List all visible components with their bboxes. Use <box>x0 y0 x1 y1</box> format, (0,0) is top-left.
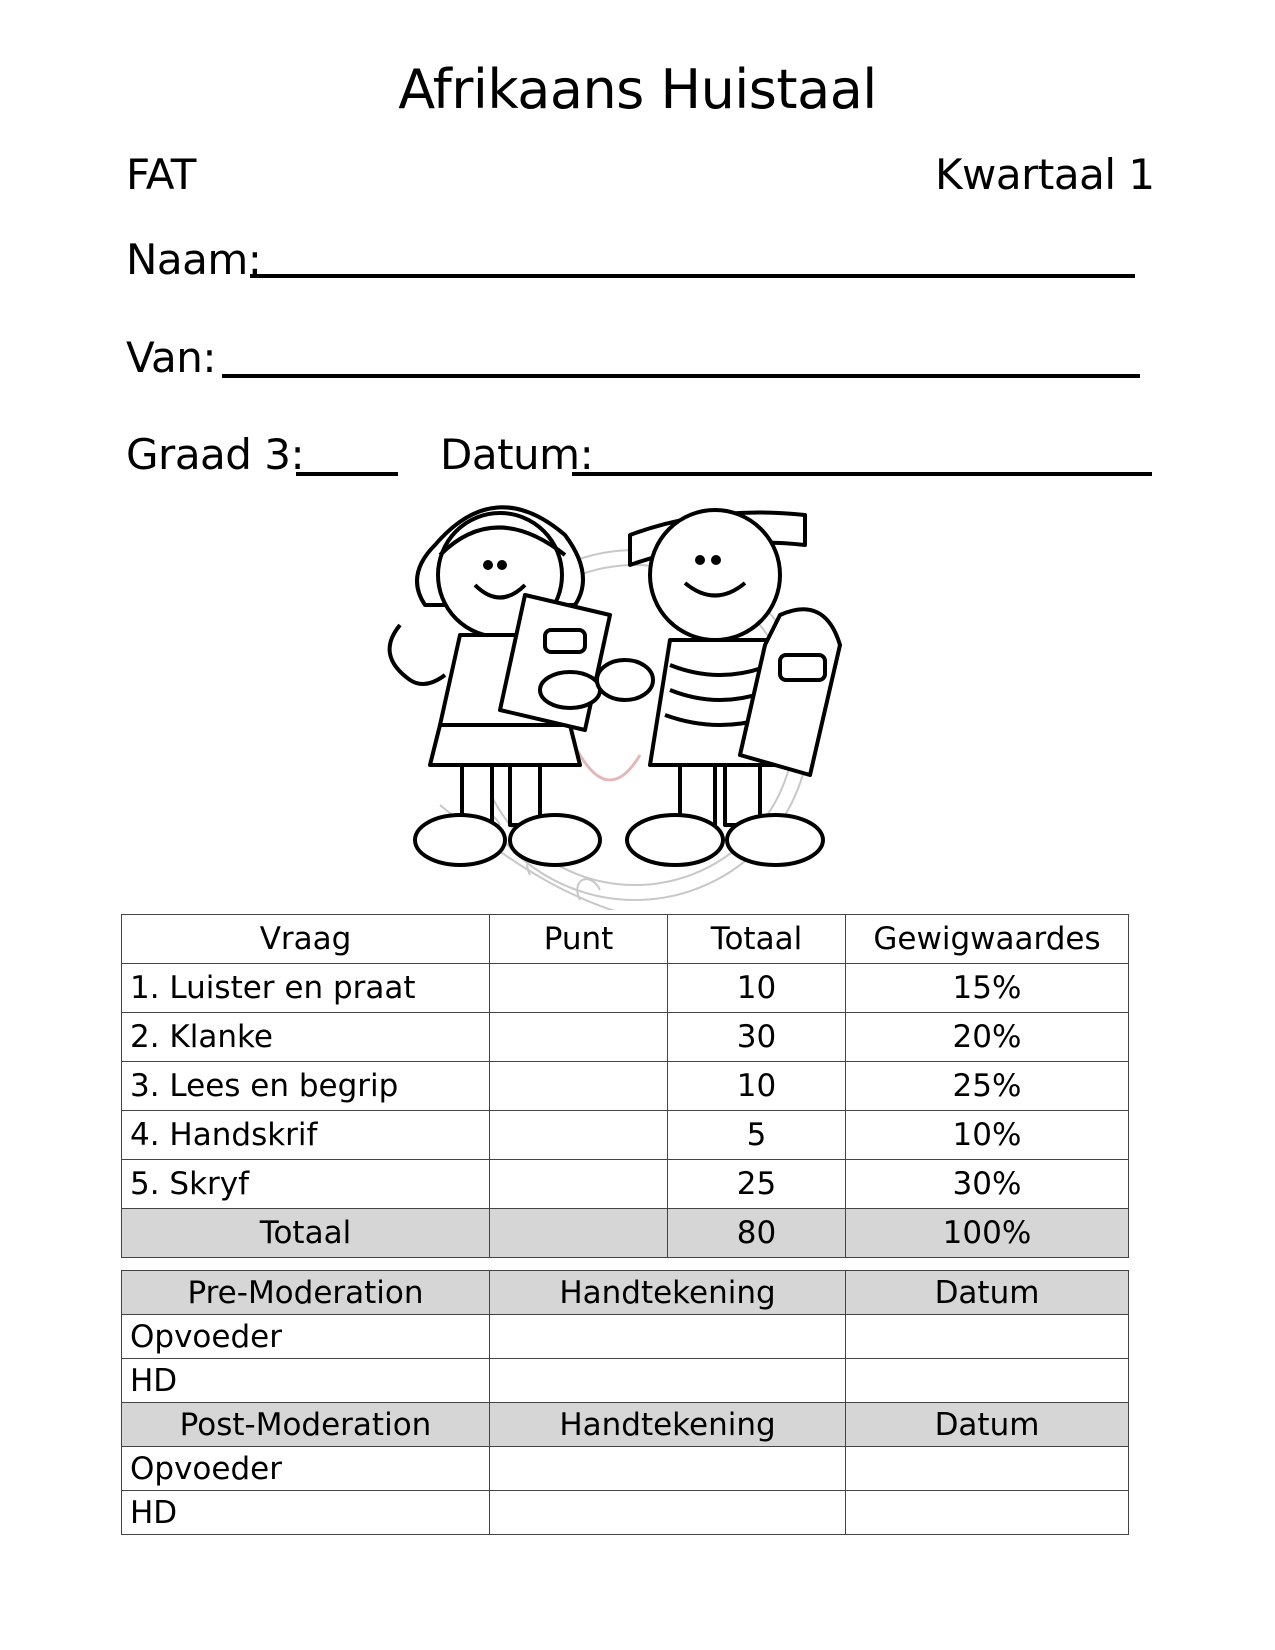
header-punt: Punt <box>490 915 668 964</box>
assessment-type: FAT <box>126 150 196 199</box>
signature-cell[interactable] <box>490 1359 846 1403</box>
date-header: Datum <box>846 1271 1129 1315</box>
table-row <box>122 1160 1129 1209</box>
signature-header: Handtekening <box>490 1271 846 1315</box>
weight-cell: 15% <box>846 964 1129 1013</box>
date-cell[interactable] <box>846 1359 1129 1403</box>
question-cell: 1. Luister en praat <box>122 964 490 1013</box>
score-input-cell[interactable] <box>490 964 668 1013</box>
header-vraag: Vraag <box>122 915 490 964</box>
role-cell: HD <box>122 1491 490 1535</box>
total-marks-cell: 80 <box>668 1209 846 1258</box>
total-cell: 5 <box>668 1111 846 1160</box>
post-moderation-header <box>122 1403 1129 1447</box>
role-cell: HD <box>122 1359 490 1403</box>
total-label: Totaal <box>122 1209 490 1258</box>
post-moderation-label: Post-Moderation <box>122 1403 490 1447</box>
score-input-cell[interactable] <box>490 1013 668 1062</box>
date-cell[interactable] <box>846 1447 1129 1491</box>
grade-label: Graad 3: <box>126 430 305 479</box>
grade-field[interactable] <box>296 472 398 476</box>
weight-cell: 25% <box>846 1062 1129 1111</box>
weight-cell: 10% <box>846 1111 1129 1160</box>
table-row <box>122 1359 1129 1403</box>
signature-header: Handtekening <box>490 1403 846 1447</box>
total-cell: 10 <box>668 964 846 1013</box>
header-totaal: Totaal <box>668 915 846 964</box>
name-field[interactable] <box>250 274 1135 278</box>
table-row <box>122 1062 1129 1111</box>
header-gewigwaardes: Gewigwaardes <box>846 915 1129 964</box>
question-cell: 2. Klanke <box>122 1013 490 1062</box>
question-cell: 4. Handskrif <box>122 1111 490 1160</box>
table-row <box>122 1315 1129 1359</box>
two-children-with-books-icon <box>380 495 890 910</box>
pre-moderation-header <box>122 1271 1129 1315</box>
total-cell: 30 <box>668 1013 846 1062</box>
table-row <box>122 1111 1129 1160</box>
table-row <box>122 1447 1129 1491</box>
name-label: Naam: <box>126 235 262 284</box>
date-cell[interactable] <box>846 1491 1129 1535</box>
surname-label: Van: <box>126 333 216 382</box>
term-label: Kwartaal 1 <box>935 150 1155 199</box>
total-row <box>122 1209 1129 1258</box>
total-score-input-cell[interactable] <box>490 1209 668 1258</box>
table-row <box>122 964 1129 1013</box>
role-cell: Opvoeder <box>122 1315 490 1359</box>
weight-cell: 20% <box>846 1013 1129 1062</box>
page-title: Afrikaans Huistaal <box>398 58 877 121</box>
question-cell: 5. Skryf <box>122 1160 490 1209</box>
total-cell: 25 <box>668 1160 846 1209</box>
score-input-cell[interactable] <box>490 1160 668 1209</box>
score-input-cell[interactable] <box>490 1111 668 1160</box>
date-cell[interactable] <box>846 1315 1129 1359</box>
moderation-table <box>121 1270 1129 1535</box>
score-table-header <box>122 915 1129 964</box>
pre-moderation-label: Pre-Moderation <box>122 1271 490 1315</box>
date-header: Datum <box>846 1403 1129 1447</box>
date-label: Datum: <box>440 430 594 479</box>
total-weight-cell: 100% <box>846 1209 1129 1258</box>
score-input-cell[interactable] <box>490 1062 668 1111</box>
signature-cell[interactable] <box>490 1491 846 1535</box>
surname-field[interactable] <box>222 374 1140 378</box>
table-row <box>122 1491 1129 1535</box>
table-row <box>122 1013 1129 1062</box>
weight-cell: 30% <box>846 1160 1129 1209</box>
role-cell: Opvoeder <box>122 1447 490 1491</box>
total-cell: 10 <box>668 1062 846 1111</box>
date-field[interactable] <box>572 472 1152 476</box>
score-table <box>121 914 1129 1258</box>
question-cell: 3. Lees en begrip <box>122 1062 490 1111</box>
signature-cell[interactable] <box>490 1315 846 1359</box>
signature-cell[interactable] <box>490 1447 846 1491</box>
